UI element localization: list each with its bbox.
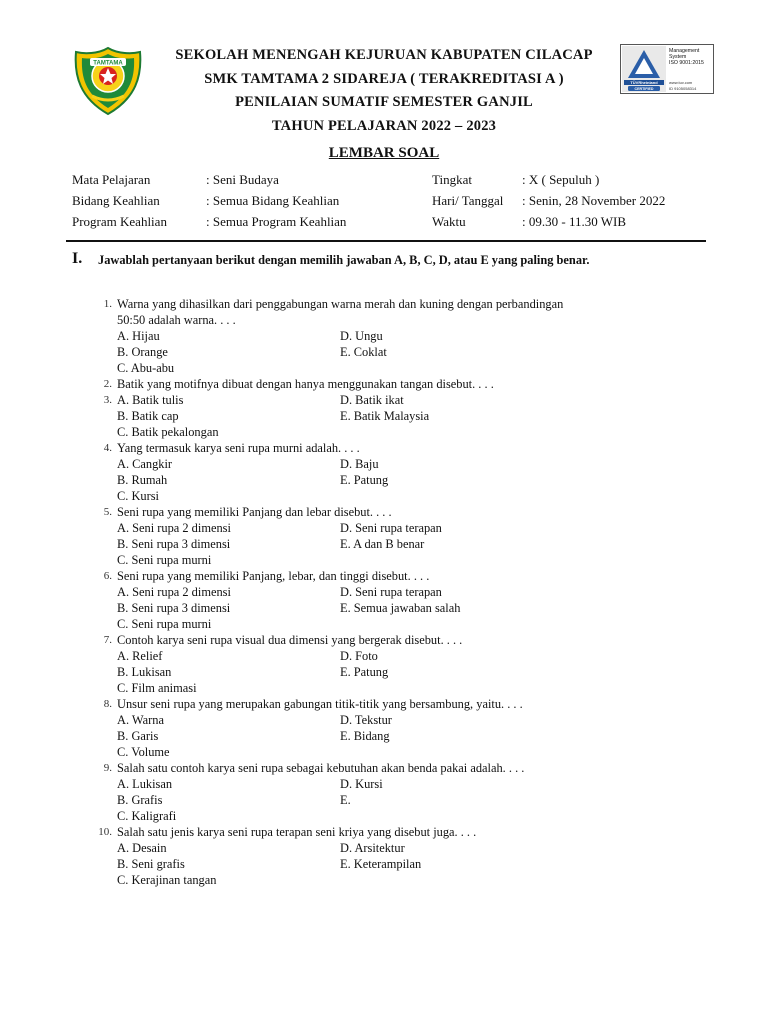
option-a: A. Lukisan: [117, 777, 173, 791]
option-b: B. Orange: [117, 345, 168, 359]
question-text: Warna yang dihasilkan dari penggabungan warna merah dan kuning dengan perbandingan: [117, 297, 564, 311]
option-c: C. Kaligrafi: [117, 809, 177, 823]
option-c: C. Film animasi: [117, 681, 197, 695]
question-text: Salah satu contoh karya seni rupa sebagai kebutuhan akan benda pakai adalah. . . .: [117, 761, 525, 775]
option-a: A. Cangkir: [117, 457, 173, 471]
question-item: [0, 392, 768, 440]
info-value: : X ( Sepuluh ): [522, 172, 600, 187]
header-line-4: TAHUN PELAJARAN 2022 – 2023: [271, 117, 497, 134]
question-item: [0, 632, 768, 696]
info-label: Waktu: [432, 214, 466, 229]
logo-text: TAMTAMA: [93, 60, 123, 67]
exam-info-table: [72, 172, 712, 235]
info-value: : Senin, 28 November 2022: [522, 193, 666, 208]
info-label: Mata Pelajaran: [72, 172, 151, 187]
info-row: [72, 172, 712, 193]
document-header: [0, 0, 768, 140]
certification-logo: [620, 44, 714, 94]
school-logo: [72, 46, 144, 116]
question-text: Unsur seni rupa yang merupakan gabungan titik-titik yang bersambung, yaitu. . . .: [117, 697, 523, 711]
info-value: : 09.30 - 11.30 WIB: [522, 214, 626, 229]
question-text: Seni rupa yang memiliki Panjang dan lebar disebut. . . .: [117, 505, 392, 519]
question-item: [0, 376, 768, 392]
question-number: 2.: [103, 378, 112, 390]
question-number: 9.: [103, 762, 112, 774]
question-text: Yang termasuk karya seni rupa murni adalah. . . .: [117, 441, 360, 455]
question-item: [0, 296, 768, 376]
question-text: 50:50 adalah warna. . . .: [117, 313, 236, 327]
option-d: D. Seni rupa terapan: [340, 585, 442, 599]
question-item: [0, 696, 768, 760]
question-text: Batik yang motifnya dibuat dengan hanya menggunakan tangan disebut. . . .: [117, 377, 494, 391]
info-label: Tingkat: [432, 172, 472, 187]
option-a: A. Warna: [117, 713, 164, 727]
cert-id: ID 9105058314: [669, 86, 697, 91]
option-d: D. Foto: [340, 649, 378, 663]
question-item: [0, 824, 768, 888]
question-number: 4.: [103, 442, 112, 454]
option-e: E. A dan B benar: [340, 537, 425, 551]
option-c: C. Seni rupa murni: [117, 617, 212, 631]
question-number: 7.: [103, 634, 112, 646]
option-c: C. Seni rupa murni: [117, 553, 212, 567]
cert-system: System: [669, 54, 687, 60]
info-value: : Semua Bidang Keahlian: [206, 193, 340, 208]
question-item: [0, 760, 768, 824]
cert-url: www.tuv.com: [669, 80, 693, 85]
question-number: 1.: [103, 298, 112, 310]
option-c: C. Kursi: [117, 489, 159, 503]
option-e: E. Keterampilan: [340, 857, 422, 871]
info-value: : Seni Budaya: [206, 172, 279, 187]
question-number: 10.: [98, 826, 112, 838]
option-c: C. Abu-abu: [117, 361, 175, 375]
question-text: Seni rupa yang memiliki Panjang, lebar, dan tinggi disebut. . . .: [117, 569, 430, 583]
option-e: E.: [340, 793, 351, 807]
question-text: Salah satu jenis karya seni rupa terapan seni kriya yang disebut juga. . . .: [117, 825, 477, 839]
option-c: C. Batik pekalongan: [117, 425, 219, 439]
question-number: 3.: [103, 394, 112, 406]
question-number: 5.: [103, 506, 112, 518]
question-item: [0, 568, 768, 632]
option-b: B. Seni rupa 3 dimensi: [117, 601, 231, 615]
option-e: E. Coklat: [340, 345, 387, 359]
question-number: 6.: [103, 570, 112, 582]
cert-certified: CERTIFIED: [634, 87, 654, 91]
cert-iso: ISO 9001:2015: [669, 60, 704, 66]
option-b: B. Rumah: [117, 473, 168, 487]
option-b: B. Garis: [117, 729, 159, 743]
option-a: A. Seni rupa 2 dimensi: [117, 585, 231, 599]
option-d: D. Arsitektur: [340, 841, 405, 855]
header-title-block: [150, 44, 618, 138]
header-line-2: SMK TAMTAMA 2 SIDAREJA ( TERAKREDITASI A ): [204, 70, 564, 87]
option-b: B. Grafis: [117, 793, 163, 807]
option-c: C. Kerajinan tangan: [117, 873, 217, 887]
option-d: D. Batik ikat: [340, 393, 404, 407]
option-a: A. Hijau: [117, 329, 160, 343]
section-instruction: Jawablah pertanyaan berikut dengan memilih jawaban A, B, C, D, atau E yang paling benar.: [98, 253, 590, 267]
option-d: D. Baju: [340, 457, 379, 471]
question-item: [0, 504, 768, 568]
option-a: A. Desain: [117, 841, 167, 855]
option-d: D. Tekstur: [340, 713, 392, 727]
info-row: [72, 193, 712, 214]
question-text: Contoh karya seni rupa visual dua dimensi yang bergerak disebut. . . .: [117, 633, 463, 647]
option-a: A. Batik tulis: [117, 393, 184, 407]
option-b: B. Batik cap: [117, 409, 179, 423]
question-number: 8.: [103, 698, 112, 710]
option-b: B. Lukisan: [117, 665, 172, 679]
cert-brand: TÜVRheinland: [630, 80, 658, 86]
info-label: Program Keahlian: [72, 214, 167, 229]
option-c: C. Volume: [117, 745, 170, 759]
option-a: A. Seni rupa 2 dimensi: [117, 521, 231, 535]
option-b: B. Seni grafis: [117, 857, 185, 871]
option-d: D. Kursi: [340, 777, 383, 791]
option-e: E. Batik Malaysia: [340, 409, 430, 423]
option-d: D. Ungu: [340, 329, 383, 343]
info-label: Bidang Keahlian: [72, 193, 160, 208]
info-row: [72, 214, 712, 235]
info-label: Hari/ Tanggal: [432, 193, 504, 208]
info-value: : Semua Program Keahlian: [206, 214, 347, 229]
section-number: I.: [72, 250, 83, 267]
cert-mgmt: Management: [669, 48, 700, 54]
question-list: [0, 296, 768, 888]
header-line-1: SEKOLAH MENENGAH KEJURUAN KABUPATEN CILACAP: [175, 47, 593, 63]
option-e: E. Bidang: [340, 729, 390, 743]
option-a: A. Relief: [117, 649, 163, 663]
divider-line: [66, 240, 706, 242]
option-e: E. Patung: [340, 473, 389, 487]
option-b: B. Seni rupa 3 dimensi: [117, 537, 231, 551]
page-title: LEMBAR SOAL: [328, 145, 440, 161]
option-e: E. Semua jawaban salah: [340, 601, 461, 615]
question-item: [0, 440, 768, 504]
header-line-3: PENILAIAN SUMATIF SEMESTER GANJIL: [235, 94, 533, 110]
option-e: E. Patung: [340, 665, 389, 679]
option-d: D. Seni rupa terapan: [340, 521, 442, 535]
